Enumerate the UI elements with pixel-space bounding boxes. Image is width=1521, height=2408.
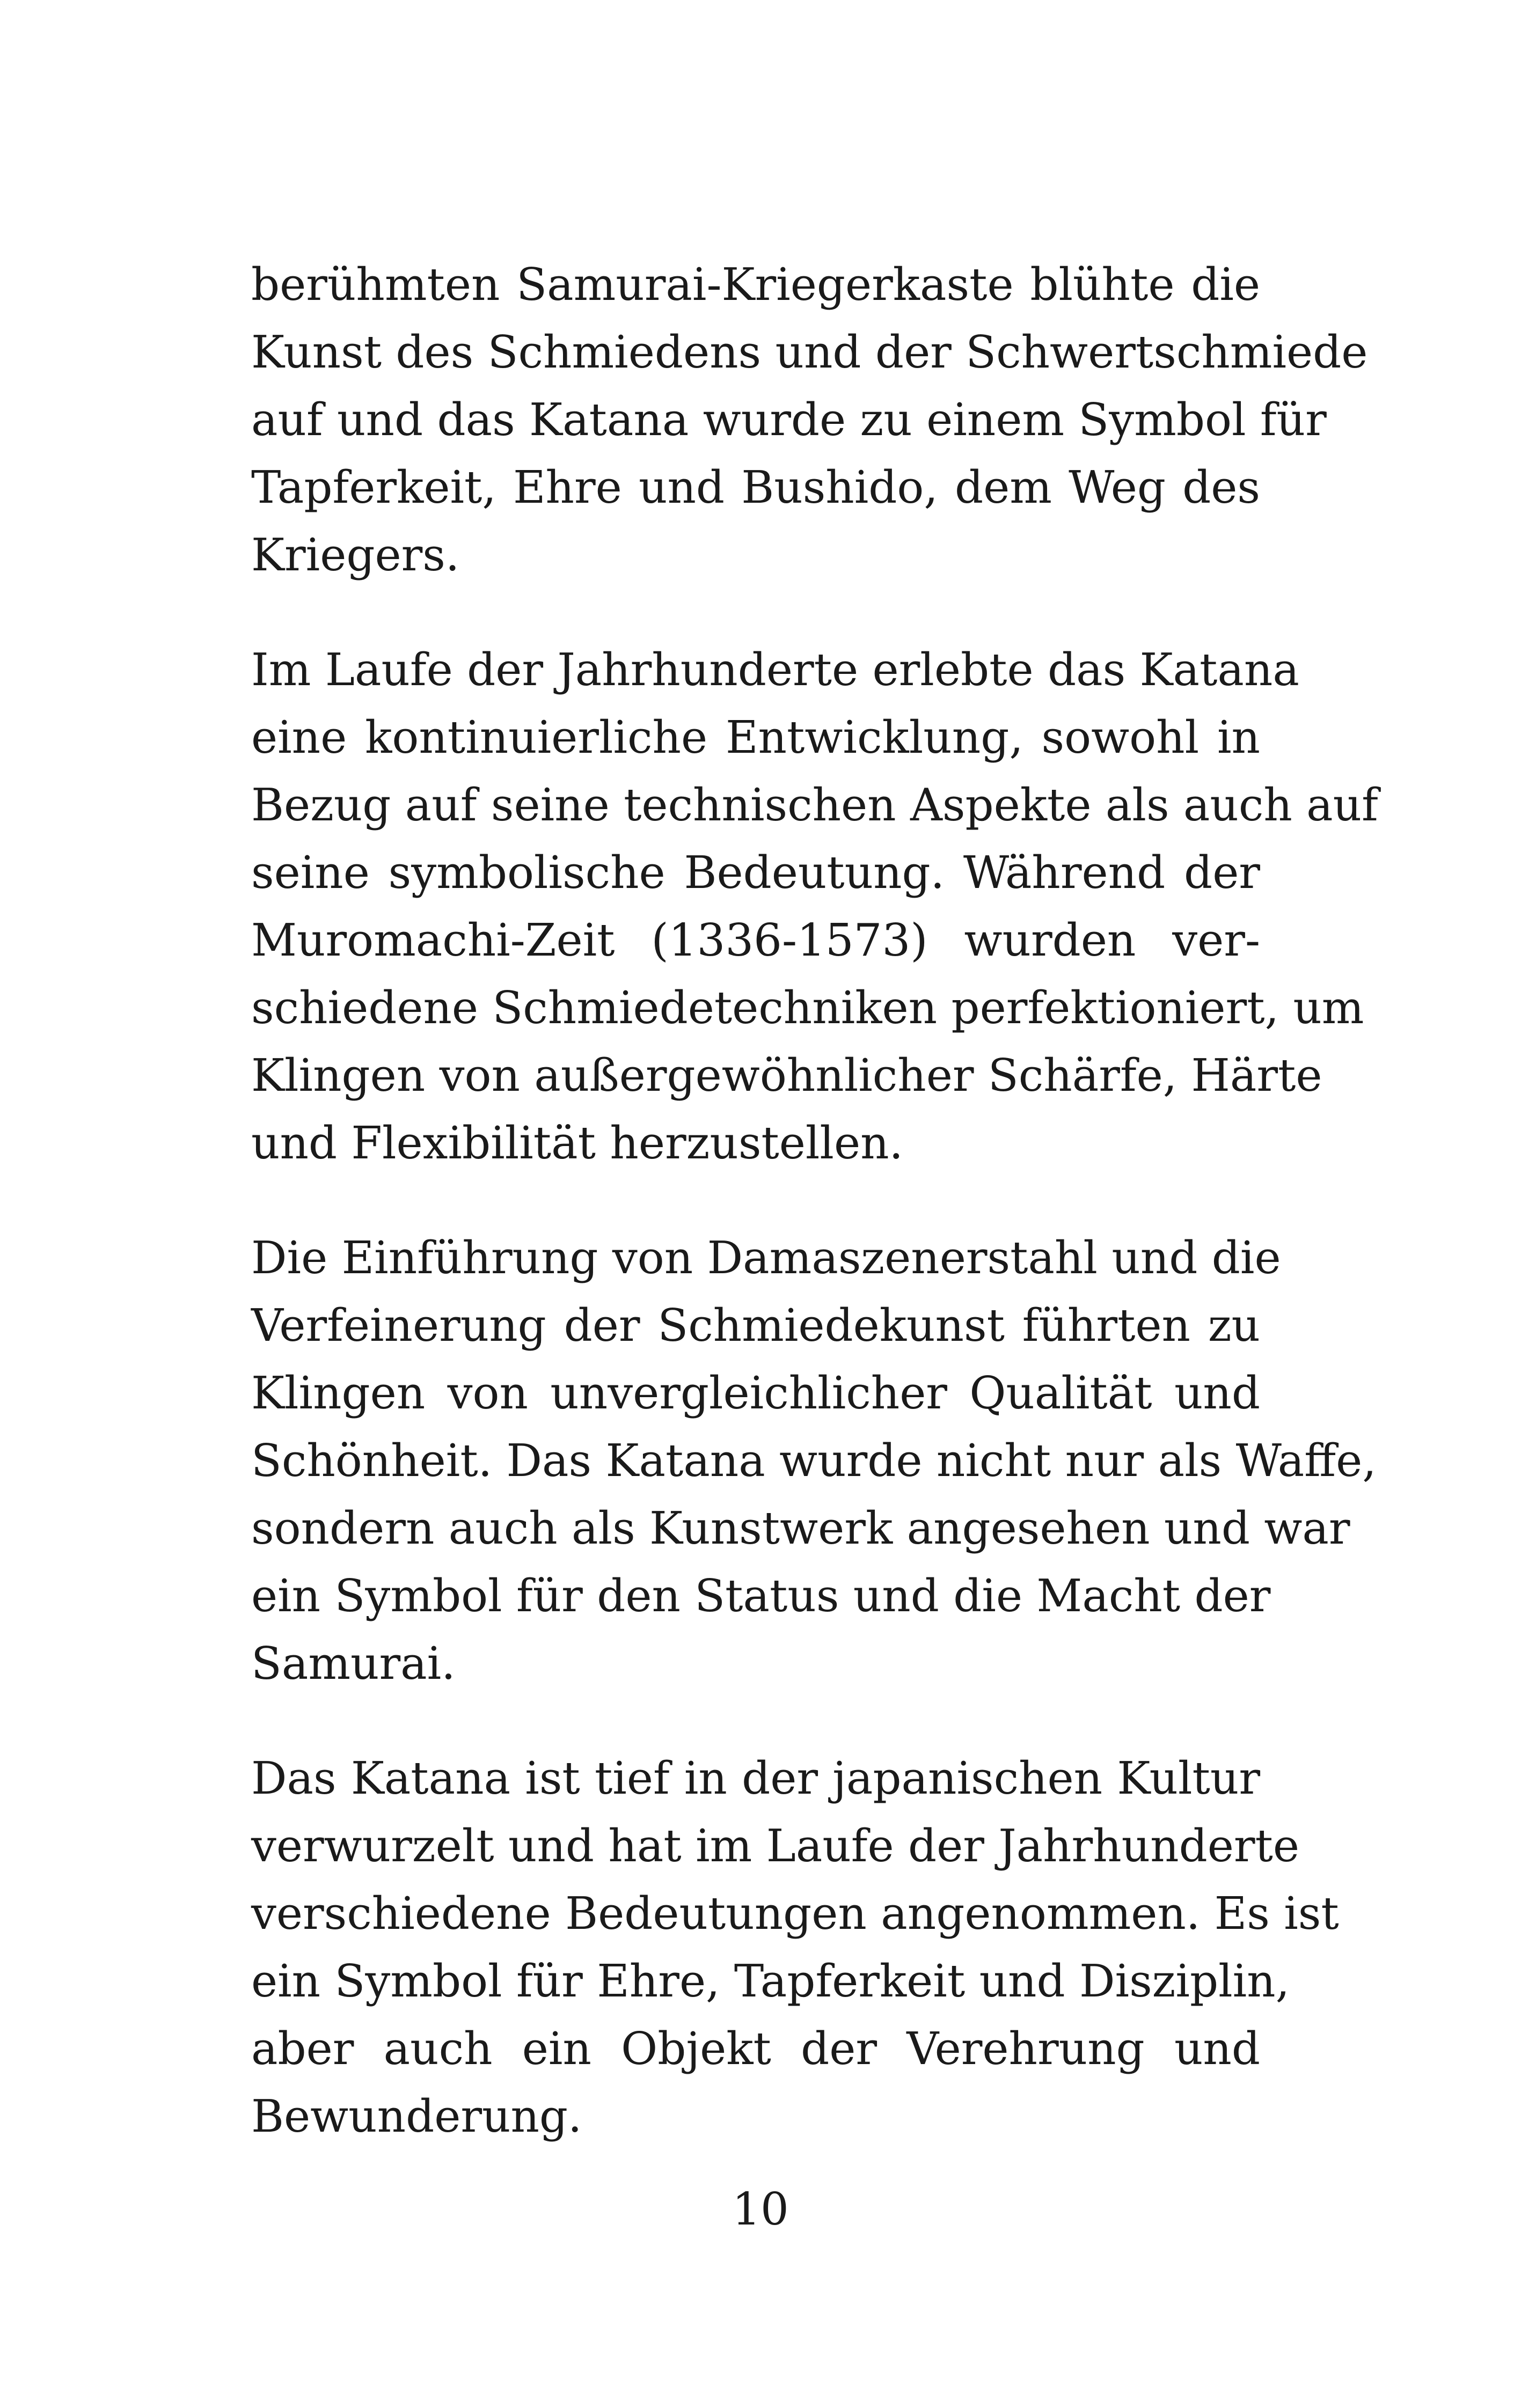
text-line: Klingen von unvergleichlicher Qualität und xyxy=(251,1367,1260,1419)
text-line: sondern auch als Kunstwerk angesehen und war xyxy=(251,1502,1350,1554)
paragraph-1 xyxy=(251,251,1368,589)
text-line: verwurzelt und hat im Laufe der Jahrhunderte xyxy=(251,1820,1299,1872)
text-line: Schönheit. Das Katana wurde nicht nur als Waffe, xyxy=(251,1435,1377,1487)
page-number: 10 xyxy=(732,2183,789,2235)
text-line: auf und das Katana wurde zu einem Symbol für xyxy=(251,394,1327,446)
text-line: schiedene Schmiedetechniken perfektioniert, um xyxy=(251,982,1364,1034)
text-line: Das Katana ist tief in der japanischen Kultur xyxy=(251,1752,1260,1804)
paragraph-4 xyxy=(251,1745,1339,2150)
text-line: seine symbolische Bedeutung. Während der xyxy=(251,847,1260,899)
text-line: eine kontinuierliche Entwicklung, sowohl in xyxy=(251,711,1260,763)
text-line: ein Symbol für Ehre, Tapferkeit und Disziplin, xyxy=(251,1955,1290,2007)
text-line: berühmten Samurai-Kriegerkaste blühte die xyxy=(251,259,1260,311)
text-line: verschiedene Bedeutungen angenommen. Es ist xyxy=(251,1888,1339,1940)
text-line: Die Einführung von Damaszenerstahl und die xyxy=(251,1232,1281,1284)
text-line: Bezug auf seine technischen Aspekte als auch auf xyxy=(251,779,1378,831)
text-line: Im Laufe der Jahrhunderte erlebte das Katana xyxy=(251,644,1299,696)
text-line: Tapferkeit, Ehre und Bushido, dem Weg des xyxy=(251,461,1260,513)
text-line: Kunst des Schmiedens und der Schwertschmiede xyxy=(251,326,1368,378)
text-line: Samurai. xyxy=(251,1638,456,1690)
text-line: Verfeinerung der Schmiedekunst führten zu xyxy=(251,1300,1260,1352)
text-line: Kriegers. xyxy=(251,529,460,581)
text-line: Muromachi-Zeit (1336-1573) wurden ver- xyxy=(251,914,1260,966)
paragraph-2 xyxy=(251,636,1378,1177)
text-line: aber auch ein Objekt der Verehrung und xyxy=(251,2023,1260,2075)
paragraph-3 xyxy=(251,1224,1377,1698)
text-line: Bewunderung. xyxy=(251,2090,582,2142)
body-text xyxy=(251,251,1378,2198)
text-line: ein Symbol für den Status und die Macht der xyxy=(251,1570,1271,1622)
text-line: Klingen von außergewöhnlicher Schärfe, Härte xyxy=(251,1049,1322,1102)
text-line: und Flexibilität herzustellen. xyxy=(251,1117,903,1169)
